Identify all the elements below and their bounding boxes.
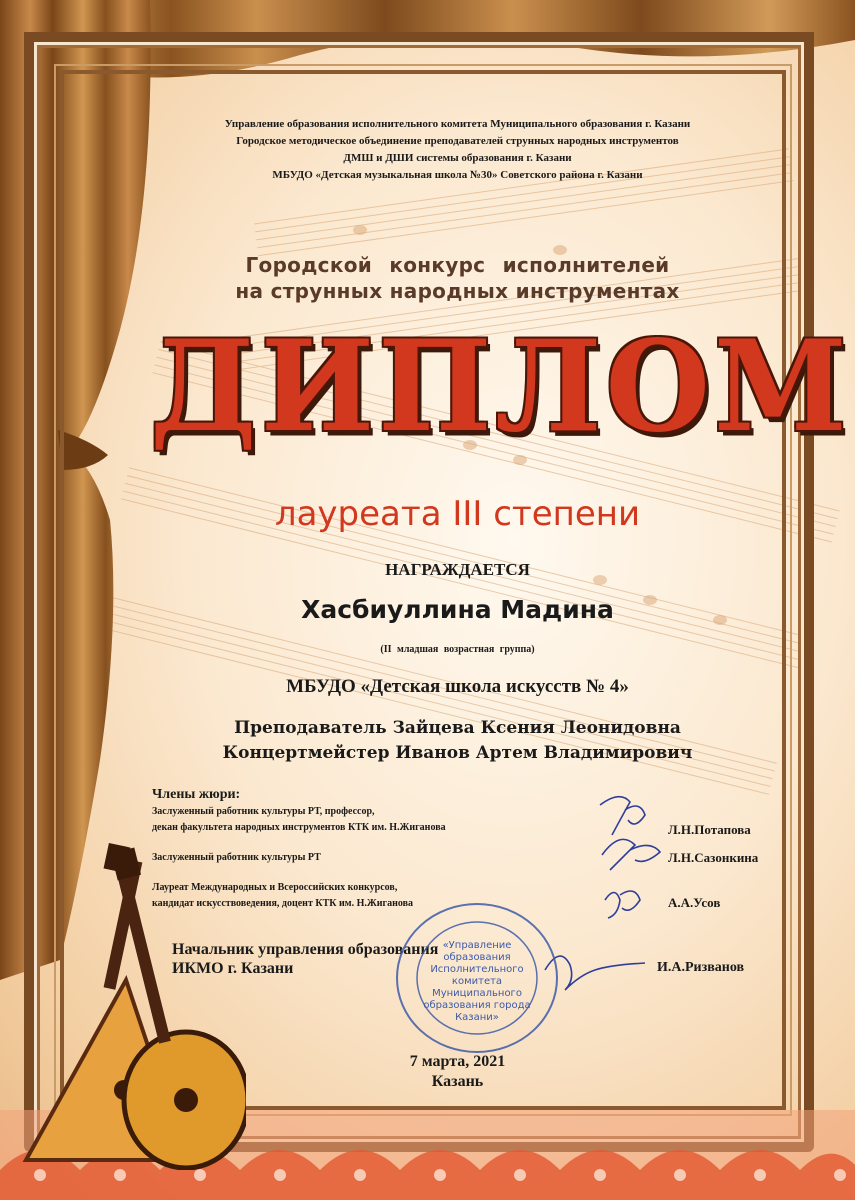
jury-title: Члены жюри: <box>152 787 241 802</box>
award-city: Казань <box>431 1073 484 1090</box>
stamp-text: «Управление образования Исполнительного комитета Муниципального образования города Казани» <box>423 940 531 1023</box>
header-line-1: Управление образования исполнительного комитета Муниципального образования г. Казани <box>224 118 691 130</box>
accompanist-line: Концертмейстер Иванов Артем Владимирович <box>222 743 693 763</box>
award-date: 7 марта, 2021 <box>409 1053 506 1070</box>
jury-member-1-title-line-1: Заслуженный работник культуры РТ, профессор, <box>152 806 375 817</box>
jury-member-2-title: Заслуженный работник культуры РТ <box>152 852 321 863</box>
jury-member-1-title-line-2: декан факультета народных инструментов КТК им. Н.Жиганова <box>152 822 446 833</box>
jury-member-3-title-line-1: Лауреат Международных и Всероссийских конкурсов, <box>152 882 398 893</box>
teacher-line: Преподаватель Зайцева Ксения Леонидовна <box>234 718 681 738</box>
jury-member-3-name: А.А.Усов <box>668 895 721 910</box>
jury-member-2-name: Л.Н.Сазонкина <box>668 850 759 865</box>
jury-signatures <box>590 790 670 930</box>
diploma-title: ДИПЛОМ <box>150 312 851 461</box>
header-line-2: Городское методическое объединение преподавателей струнных народных инструментов <box>236 135 679 147</box>
jury-member-1-name: Л.Н.Потапова <box>668 822 751 837</box>
awarded-label: НАГРАЖДАЕТСЯ <box>385 560 530 579</box>
contest-title-line-1: Городской конкурс исполнителей <box>245 253 670 277</box>
header-line-4: МБУДО «Детская музыкальная школа №30» Советского района г. Казани <box>272 169 643 181</box>
jury-member-3-title-line-2: кандидат искусствоведения, доцент КТК им. Н.Жиганова <box>152 898 413 909</box>
official-stamp <box>393 900 561 1056</box>
chief-title-line-2: ИКМО г. Казани <box>172 960 294 977</box>
header-line-3: ДМШ и ДШИ системы образования г. Казани <box>343 152 572 164</box>
recipient-name: Хасбиуллина Мадина <box>301 595 614 624</box>
school-name: МБУДО «Детская школа искусств № 4» <box>286 676 629 697</box>
age-group: (II младшая возрастная группа) <box>380 644 535 655</box>
chief-name: И.А.Ризванов <box>657 960 745 975</box>
chief-title-line-1: Начальник управления образования <box>172 941 439 958</box>
contest-title-line-2: на струнных народных инструментах <box>235 279 680 303</box>
laureate-degree: лауреата III степени <box>274 494 641 534</box>
